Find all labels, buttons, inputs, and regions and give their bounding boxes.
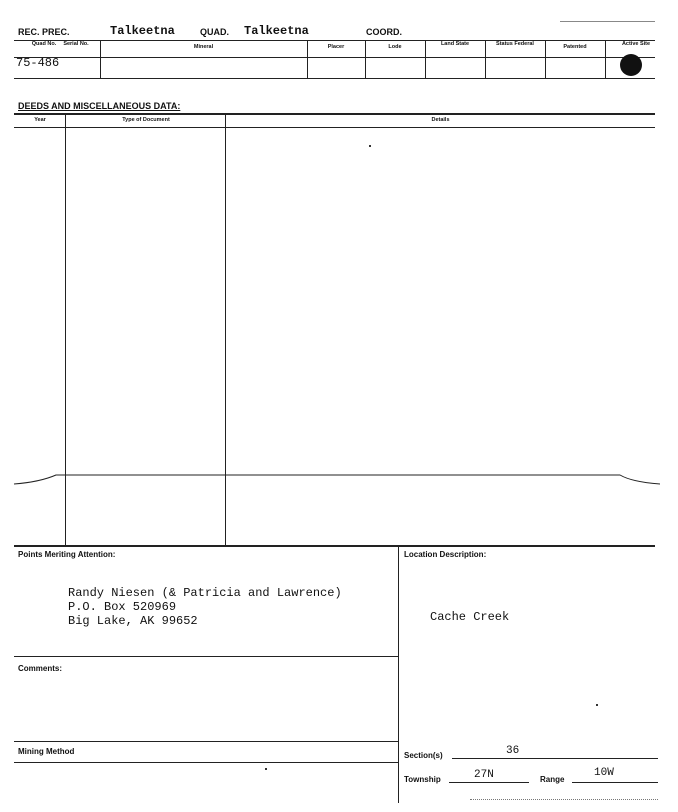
- col-year: Year: [34, 117, 46, 123]
- col-patented: Patented: [563, 44, 587, 50]
- claim-col-divider: [485, 40, 486, 78]
- mining-method-label: Mining Method: [18, 747, 75, 756]
- comments-label: Comments:: [18, 664, 63, 673]
- township-underline: [449, 782, 529, 783]
- deeds-section-title: DEEDS AND MISCELLANEOUS DATA:: [18, 101, 181, 111]
- points-line: P.O. Box 520969: [68, 600, 177, 614]
- claim-table-bottom-rule: [14, 78, 655, 79]
- rec-prec-value: Talkeetna: [110, 24, 175, 38]
- col-type-of-document: Type of Document: [122, 117, 170, 123]
- township-value: 27N: [474, 769, 494, 781]
- col-placer: Placer: [327, 44, 345, 50]
- points-label: Points Meriting Attention:: [18, 550, 116, 559]
- col-details: Details: [431, 117, 450, 123]
- deeds-top-rule: [14, 113, 655, 115]
- speck: [265, 768, 267, 770]
- claim-table-header-rule: [14, 57, 655, 58]
- range-label: Range: [540, 775, 565, 784]
- coord-label: COORD.: [366, 27, 402, 37]
- quad-no-value: 75-486: [16, 56, 60, 70]
- points-line: Big Lake, AK 99652: [68, 614, 198, 628]
- points-bottom-rule: [14, 656, 398, 657]
- col-serial-no: Serial No.: [63, 41, 89, 47]
- mining-method-rule: [14, 762, 398, 763]
- claim-table-top-rule: [14, 40, 655, 41]
- scan-artifact-dots: [470, 799, 658, 801]
- location-value: Cache Creek: [430, 610, 510, 624]
- col-status-federal: Status Federal: [496, 41, 534, 47]
- col-quad-no: Quad No.: [31, 41, 57, 47]
- quad-label: QUAD.: [200, 27, 229, 37]
- col-mineral: Mineral: [193, 44, 214, 50]
- speck: [369, 145, 371, 147]
- township-label: Township: [404, 775, 441, 784]
- range-value: 10W: [594, 767, 614, 779]
- bottom-col-divider: [398, 545, 399, 803]
- active-dot-icon: [620, 54, 642, 76]
- deeds-bottom-rule: [14, 545, 655, 547]
- deeds-header-rule: [14, 127, 655, 128]
- col-lode: Lode: [388, 44, 402, 50]
- col-land-state: Land State: [440, 41, 470, 47]
- header-top-rule: [560, 21, 655, 22]
- speck: [596, 704, 598, 706]
- claim-col-divider: [425, 40, 426, 78]
- section-label: Section(s): [404, 751, 443, 760]
- range-underline: [572, 782, 658, 783]
- rec-prec-label: REC. PREC.: [18, 27, 70, 37]
- quad-value: Talkeetna: [244, 24, 309, 38]
- section-underline: [452, 758, 658, 759]
- points-text: [68, 586, 342, 628]
- comments-bottom-rule: [14, 741, 398, 742]
- location-label: Location Description:: [404, 550, 487, 559]
- claim-col-divider: [605, 40, 606, 78]
- points-line: Randy Niesen (& Patricia and Lawrence): [68, 586, 342, 600]
- col-active: Active Site: [621, 41, 651, 47]
- page-fold-line: [0, 468, 678, 492]
- section-value: 36: [506, 745, 520, 757]
